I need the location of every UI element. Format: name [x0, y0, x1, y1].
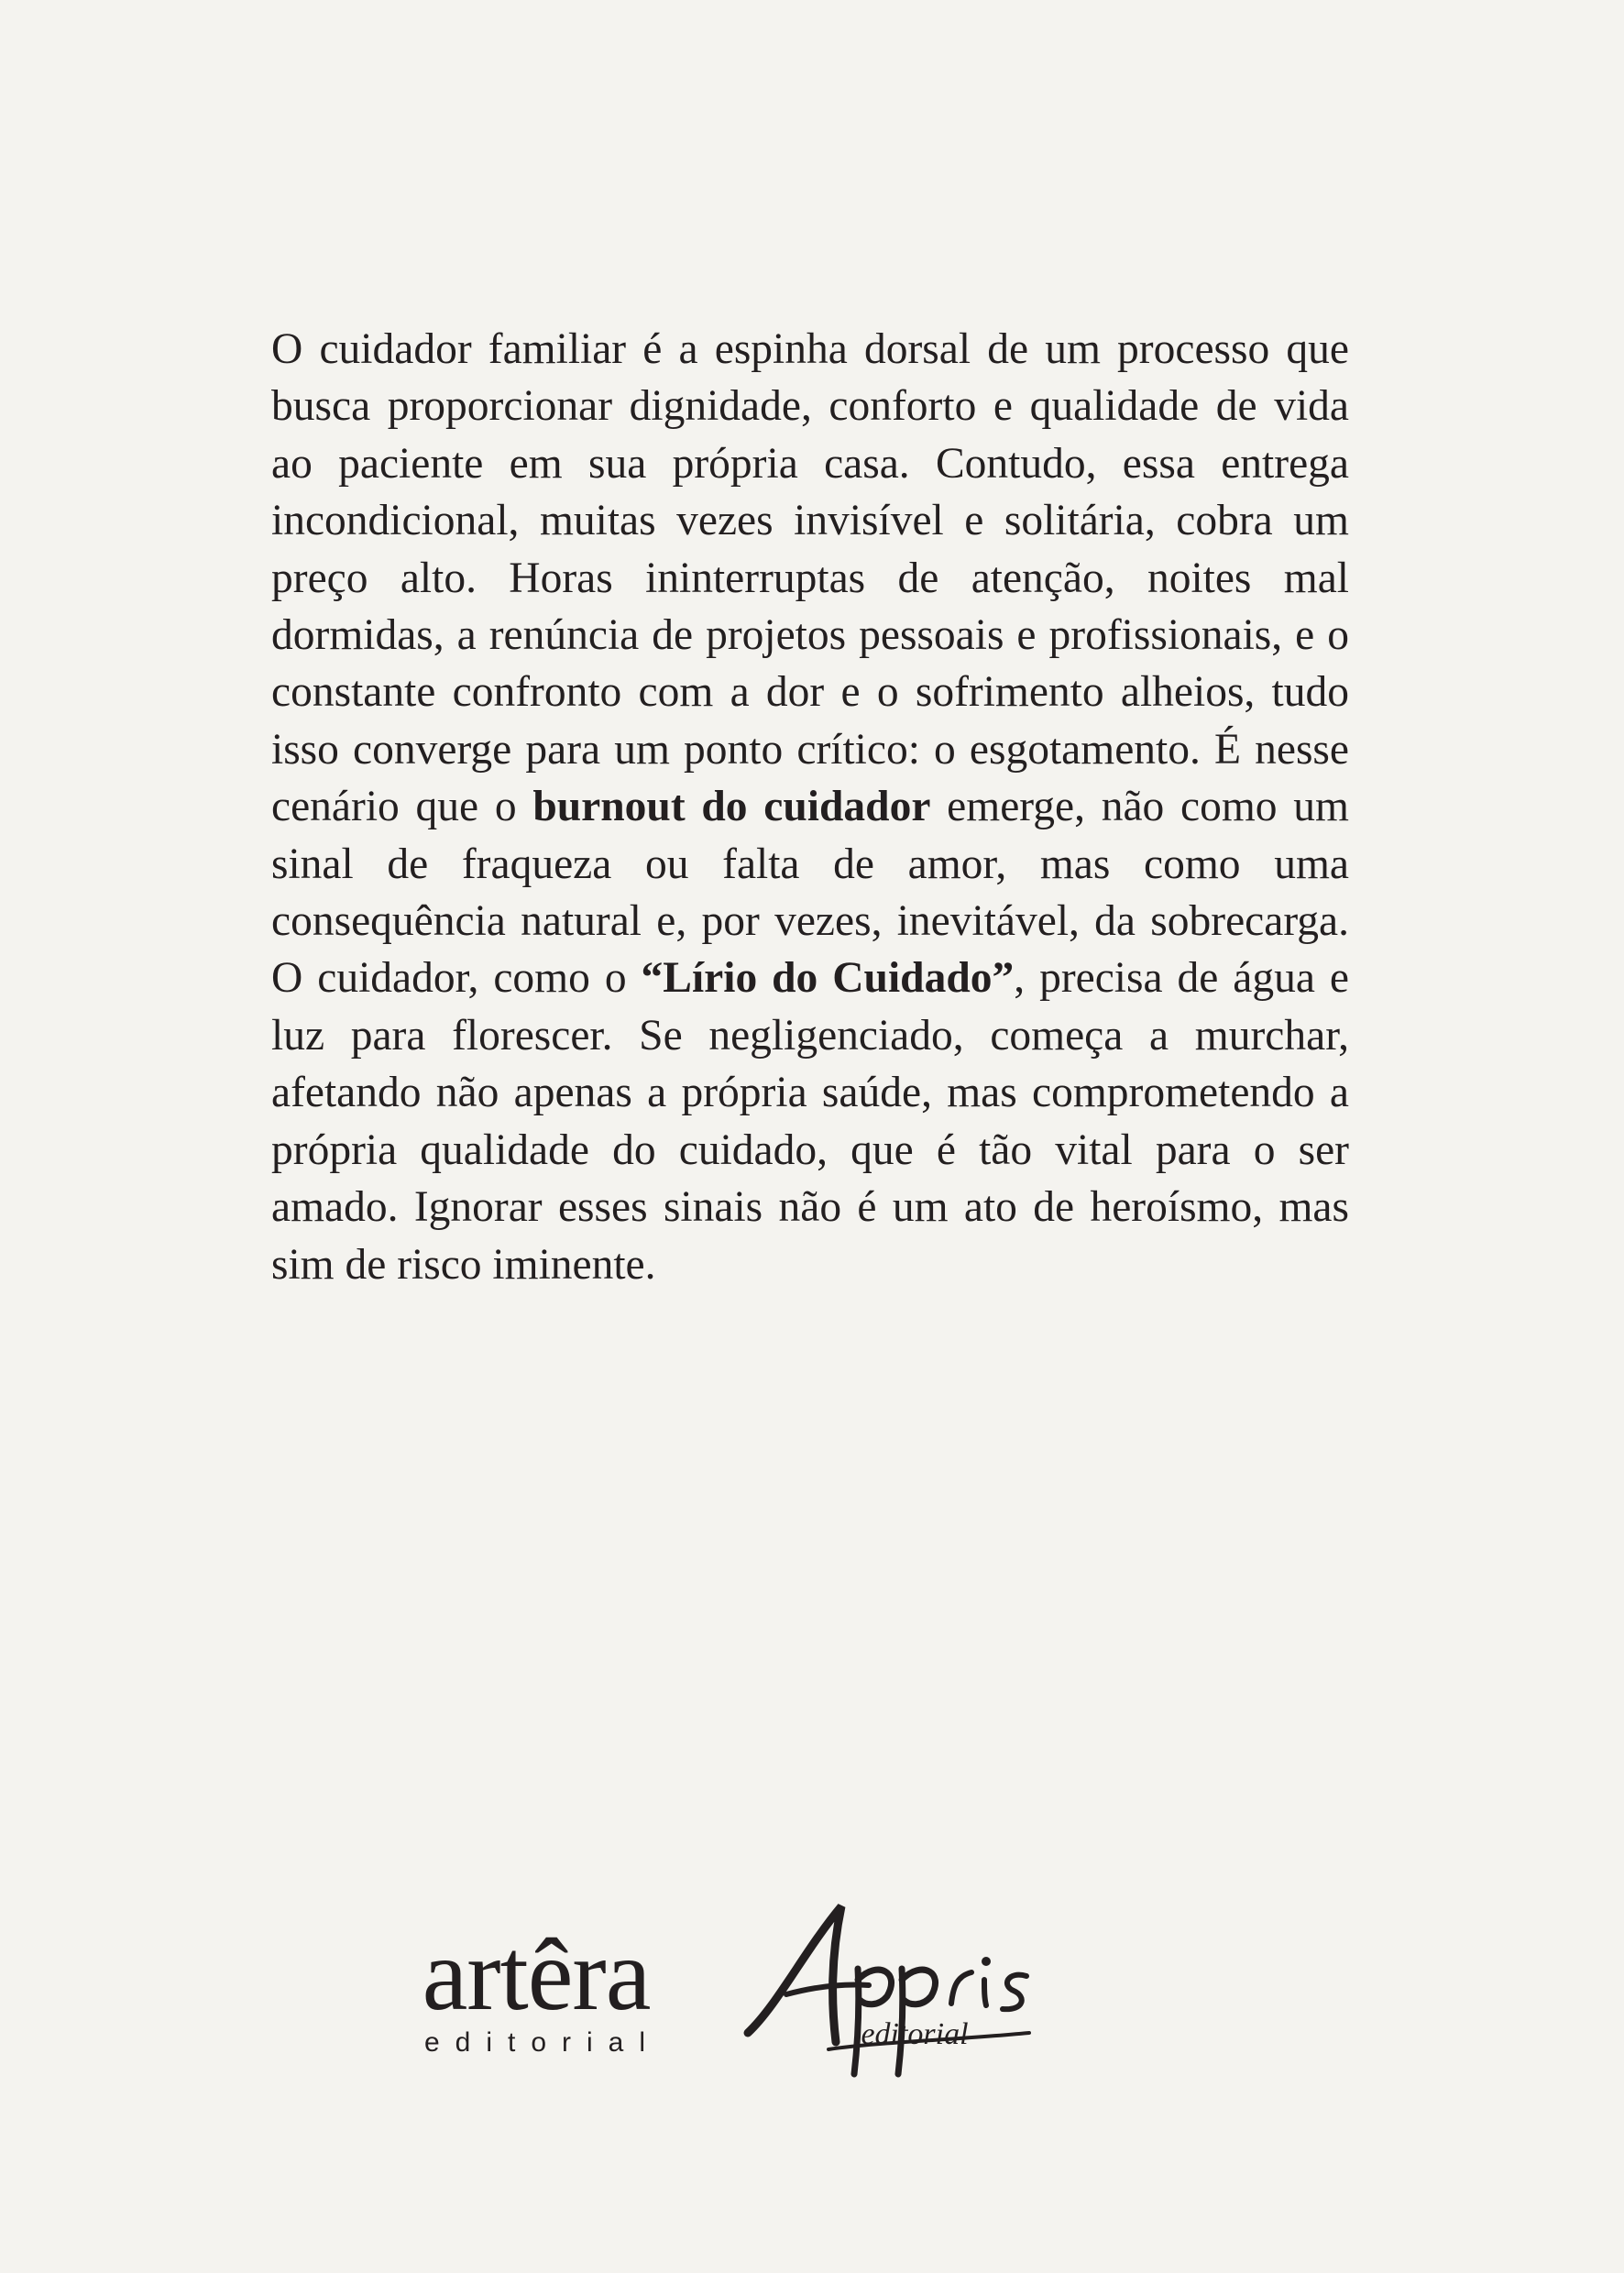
appris-logo-mark: [741, 1895, 1052, 2088]
artera-wordmark: artêra: [422, 1918, 651, 2032]
bold-phrase-lirio: “Lírio do Cuidado”: [641, 954, 1015, 1003]
appris-editorial-logo: [741, 1895, 1052, 2088]
publisher-logos: [0, 1888, 1624, 2108]
bold-phrase-burnout: burnout do cuidador: [532, 783, 931, 831]
appris-subtitle: editorial: [861, 2017, 969, 2051]
back-cover-text: [271, 321, 1349, 1293]
text-segment: emerge, não como um sinal de fraqueza ou falta de amor, mas como uma consequência natural e, por vezes, inevitável, da sobrecarga. O cuidador, como o: [271, 783, 1349, 1003]
text-segment: O cuidador familiar é a espinha dorsal de um processo que busca proporcionar dignidade, conforto e qualidade de vida ao paciente em sua própria casa. Contudo, essa entrega incondicional, muitas vezes invisível e solitária, cobra um preço alto. Horas ininterruptas de atenção, noites mal dormidas, a renúncia de projetos pessoais e profissionais, e o constante confronto com a dor e o sofrimento alheios, tudo isso converge para um ponto crítico: o esgotamento. É nesse cenário que o: [271, 325, 1349, 831]
text-segment: , precisa de água e luz para florescer. Se negligenciado, começa a murchar, afetando não apenas a própria saúde, mas comprometendo a própria qualidade do cuidado, que é tão vital para o ser amado. Ignorar esses sinais não é um ato de heroísmo, mas sim de risco iminente.: [271, 954, 1349, 1289]
artera-editorial-logo: [385, 1918, 687, 2059]
artera-subtitle: editorial: [423, 2027, 662, 2058]
